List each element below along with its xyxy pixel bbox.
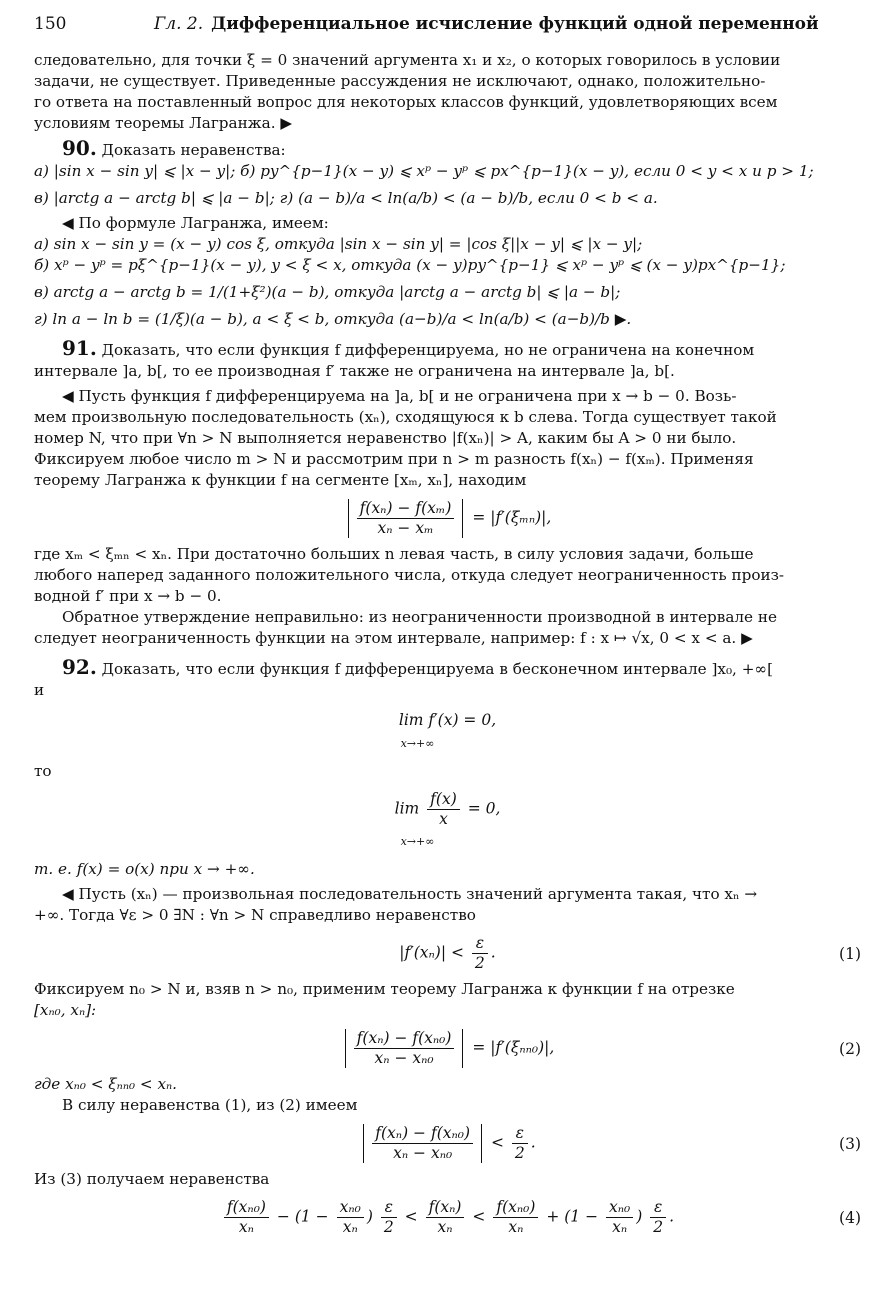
text-line: В силу неравенства (1), из (2) имеем — [62, 1096, 358, 1114]
text-line: Обратное утверждение неправильно: из неограниченности производной в интервале не — [62, 608, 777, 626]
text-line: задачи, не существует. Приведенные рассуждения не исключают, однако, положительно- — [34, 72, 766, 90]
solution-line: Фиксируем любое число m > N и рассмотрим при n > m разность f(xₙ) − f(xₘ). Применяя — [34, 450, 754, 468]
solution-line: в) arctg a − arctg b = 1/(1+ξ²)(a − b), откуда |arctg a − arctg b| ⩽ |a − b|; — [34, 283, 621, 301]
text-line: Из (3) получаем неравенства — [34, 1170, 270, 1188]
fraction-denominator: 2 — [514, 1144, 525, 1162]
equation-number: (2) — [839, 1039, 861, 1058]
fraction-denominator: xₙ — [437, 1218, 453, 1236]
text-line: а) |sin x − sin y| ⩽ |x − y|; б) py^{p−1}(x − y) ⩽ xᵖ − yᵖ ⩽ px^{p−1}(x − y), если 0 < y < x и p > 1; — [34, 162, 814, 180]
text-line: водной f′ при x → b − 0. — [34, 587, 222, 605]
solution-line: +∞. Тогда ∀ε > 0 ∃N : ∀n > N справедливо неравенство — [34, 906, 476, 924]
display-equation-limit — [34, 709, 861, 755]
text-line: в) |arctg a − arctg b| ⩽ |a − b|; г) (a − b)/a < ln(a/b) < (a − b)/b, если 0 < b < a. — [34, 189, 658, 207]
text-line: Фиксируем n₀ > N и, взяв n > n₀, применим теорему Лагранжа к функции f на отрезке — [34, 980, 735, 998]
fraction-numerator: xₙ₀ — [606, 1198, 633, 1218]
problem-statement: Доказать неравенства: — [101, 141, 286, 159]
solution-line: б) xᵖ − yᵖ = pξ^{p−1}(x − y), y < ξ < x, откуда (x − y)py^{p−1} ⩽ xᵖ − yᵖ ⩽ (x − y)px^{p−1}; — [34, 256, 786, 274]
chapter-title: Дифференциальное исчисление функций одной переменной — [211, 14, 819, 34]
text-line: то — [34, 762, 52, 780]
problem-statement: Доказать, что если функция f дифференцируема в бесконечном интервале ]x₀, +∞[ — [101, 660, 773, 678]
equation-1: |f′(xₙ)| < $\frac{\varepsilon}{2}$ . (1) — [399, 934, 861, 972]
fraction-denominator: xₙ — [342, 1218, 358, 1236]
fraction-denominator: xₙ — [508, 1218, 524, 1236]
fraction-numerator: f(xₙ₀) — [493, 1198, 538, 1218]
problem-number: 90. — [62, 136, 97, 160]
page-number: 150 — [34, 14, 67, 34]
fraction-denominator: xₙ — [612, 1218, 628, 1236]
equation-rhs: = 0, — [467, 799, 501, 818]
fraction-numerator: ε — [650, 1198, 666, 1218]
problem-statement: Доказать, что если функция f дифференцируема, но не ограничена на конечном — [101, 341, 755, 359]
equation-term: + (1 − — [546, 1207, 599, 1226]
equation-relation: < — [472, 1207, 486, 1226]
display-equation — [34, 499, 861, 538]
equation-term: . — [669, 1207, 675, 1226]
fraction-numerator: ε — [512, 1124, 528, 1144]
solution-line: г) ln a − ln b = (1/ξ)(a − b), a < ξ < b, откуда (a−b)/a < ln(a/b) < (a−b)/b ▶. — [34, 310, 632, 328]
solution-line: мем произвольную последовательность (xₙ), сходящуюся к b слева. Тогда существует такой — [34, 408, 777, 426]
fraction-numerator: f(x) — [427, 790, 460, 810]
fraction-denominator: 2 — [653, 1218, 664, 1236]
solution-line: ◀ Пусть функция f дифференцируема на ]a, b[ и не ограничена при x → b − 0. Возь- — [62, 387, 737, 405]
problem-number: 92. — [62, 655, 97, 679]
limit-subscript: x→+∞ — [400, 737, 435, 750]
equation-4 — [34, 1198, 861, 1237]
fraction-numerator: f(xₙ) — [426, 1198, 465, 1218]
text-line: условиям теоремы Лагранжа. ▶ — [34, 114, 293, 132]
equation-2 — [34, 1029, 861, 1068]
equation-term: ) — [366, 1207, 373, 1226]
text-line: го ответа на поставленный вопрос для некоторых классов функций, удовлетворяющих всем — [34, 93, 778, 111]
solution-line: теорему Лагранжа к функции f на сегменте [xₘ, xₙ], находим — [34, 471, 527, 489]
equation-number: (1) — [839, 944, 861, 963]
equation-relation: < — [490, 1133, 504, 1152]
problem-number: 91. — [62, 336, 97, 360]
fraction-numerator: f(xₙ) − f(xₙ₀) — [372, 1124, 473, 1144]
text-line: и — [34, 681, 45, 699]
equation-lhs: |f′(xₙ)| < — [399, 943, 464, 962]
text-line: следовательно, для точки ξ = 0 значений аргумента x₁ и x₂, о которых говорилось в условии — [34, 51, 781, 69]
equation-rhs: = |f′(ξₙₙ₀)|, — [472, 1038, 555, 1057]
fraction-denominator: xₙ − xₙ₀ — [393, 1144, 453, 1162]
problem-92 — [34, 657, 861, 1237]
problem-91 — [34, 338, 861, 649]
intro-paragraph — [34, 50, 861, 134]
fraction-denominator: xₙ − xₙ₀ — [374, 1049, 434, 1067]
equation-rhs: = |f′(ξₘₙ)|, — [472, 508, 552, 527]
limit-expression: lim f′(x) = 0, — [398, 711, 497, 729]
fraction-numerator: ε — [381, 1198, 397, 1218]
equation-term: ) — [636, 1207, 643, 1226]
fraction-denominator: x — [439, 810, 448, 828]
fraction-denominator: 2 — [383, 1218, 394, 1236]
running-header — [34, 14, 861, 34]
equation-number: (4) — [839, 1208, 861, 1227]
equation-number: (3) — [839, 1134, 861, 1153]
text-line: где xₙ₀ < ξₙₙ₀ < xₙ. — [34, 1075, 177, 1093]
fraction-denominator: xₙ − xₘ — [377, 519, 434, 537]
fraction-numerator: f(xₙ) − f(xₘ) — [357, 499, 455, 519]
text-line: т. е. f(x) = o(x) при x → +∞. — [34, 860, 255, 878]
equation-term: − (1 − — [276, 1207, 329, 1226]
problem-statement: интервале ]a, b[, то ее производная f′ также не ограничена на интервале ]a, b[. — [34, 362, 675, 380]
fraction-numerator: f(xₙ₀) — [224, 1198, 269, 1218]
fraction-numerator: xₙ₀ — [337, 1198, 364, 1218]
text-line: где xₘ < ξₘₙ < xₙ. При достаточно больших n левая часть, в силу условия задачи, больше — [34, 545, 754, 563]
chapter-label: Гл. 2. — [154, 14, 204, 34]
fraction-denominator: xₙ — [238, 1218, 254, 1236]
solution-line: ◀ Пусть (xₙ) — произвольная последовательность значений аргумента такая, что xₙ → — [62, 885, 758, 903]
display-equation-limit-ratio: lim $\frac{f(x)}{x}$ = 0, x→+∞ — [394, 790, 501, 848]
equation-3: $\frac{\text{f(xₙ) − f(xₙ₀)}}{\text{xₙ − xₙ₀}}$ < $\frac{\varepsilon}{2}$ . (3) — [34, 1124, 861, 1163]
text-line: [xₙ₀, xₙ]: — [34, 1001, 97, 1019]
fraction-denominator: 2 — [474, 954, 485, 972]
solution-line: номер N, что при ∀n > N выполняется неравенство |f(xₙ)| > A, каким бы A > 0 ни было. — [34, 429, 737, 447]
limit-subscript: x→+∞ — [400, 835, 435, 848]
text-line: следует неограниченность функции на этом интервале, например: f : x ↦ √x, 0 < x < a. ▶ — [34, 629, 753, 647]
fraction-numerator: f(xₙ) − f(xₙ₀) — [354, 1029, 455, 1049]
fraction-numerator: ε — [472, 934, 488, 954]
problem-90 — [34, 138, 861, 330]
solution-line: а) sin x − sin y = (x − y) cos ξ, откуда |sin x − sin y| = |cos ξ||x − y| ⩽ |x − y|; — [34, 235, 643, 253]
solution-line: ◀ По формуле Лагранжа, имеем: — [62, 214, 329, 232]
text-line: любого наперед заданного положительного числа, откуда следует неограниченность произ- — [34, 566, 785, 584]
equation-relation: < — [404, 1207, 418, 1226]
